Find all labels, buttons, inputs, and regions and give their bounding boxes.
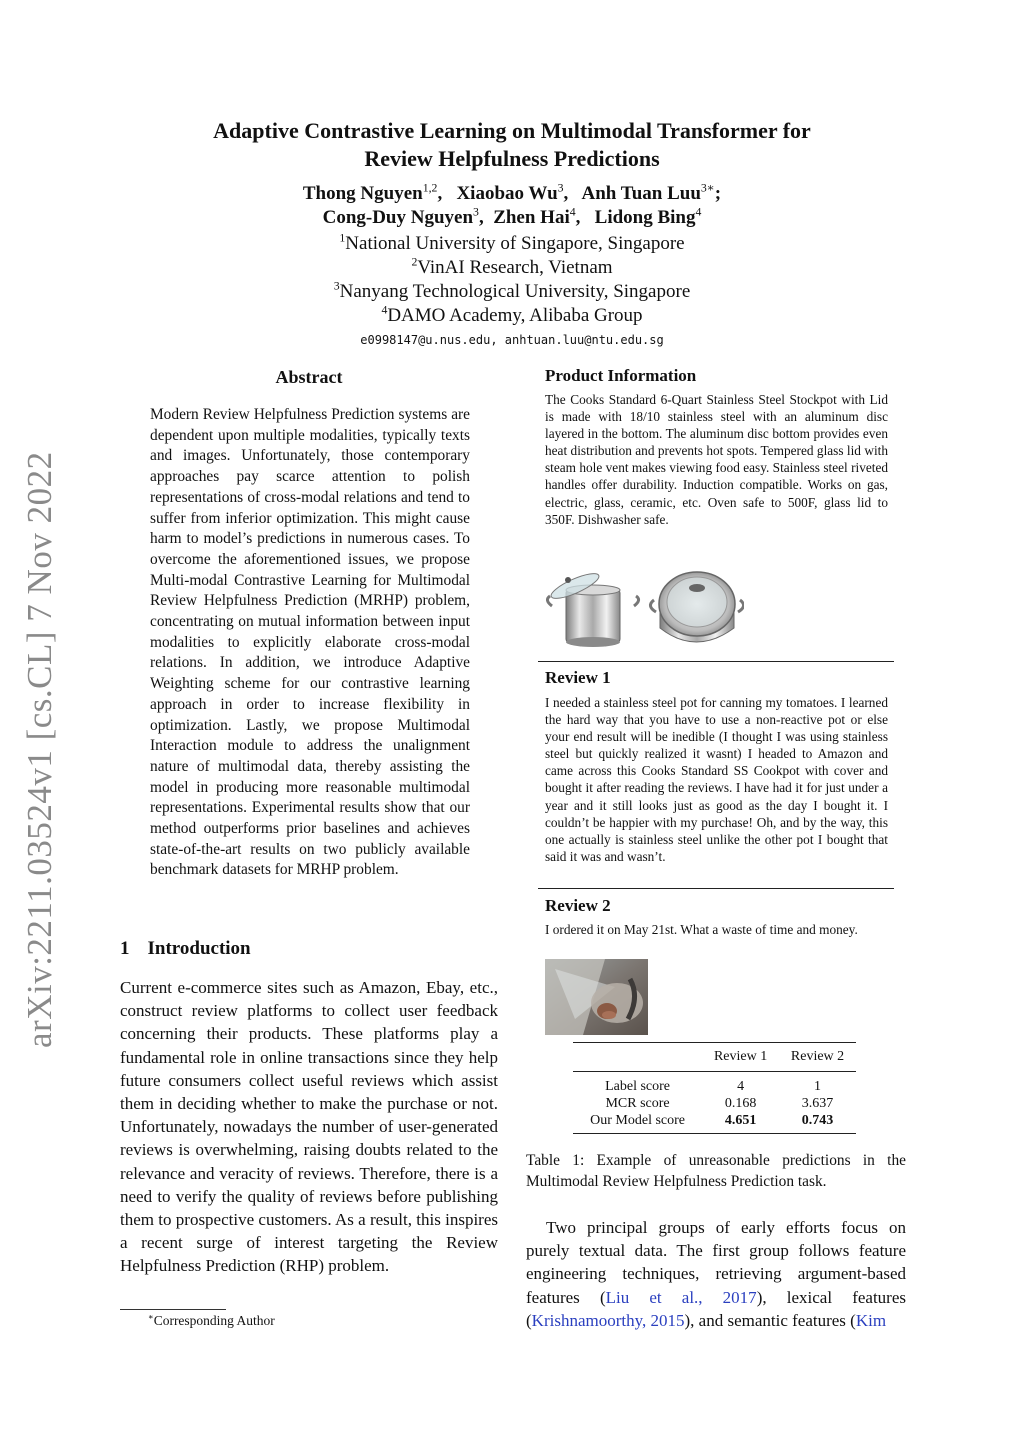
title-line-2: Review Helpfulness Predictions xyxy=(364,146,660,171)
author-name: Xiaobao Wu xyxy=(456,183,558,204)
table-caption: Table 1: Example of unreasonable predictions in the Multimodal Review Helpfulness Prediction task. xyxy=(526,1152,906,1190)
affiliation xyxy=(0,256,1024,280)
affiliation-text: National University of Singapore, Singapore xyxy=(345,233,685,254)
footnote-text: Corresponding Author xyxy=(153,1313,275,1328)
introduction-body: Current e-commerce sites such as Amazon, Ebay, etc., construct review platforms to collect user feedback concerning their products. These platforms play a fundamental role in online transactions since they help future consumers collect useful reviews which assist them in deciding whether to make the purchase or not. Unfortunately, nowadays the number of user-generated reviews is overwhelming, raising doubts related to the relevance and veracity of reviews. Therefore, there is a need to verify the quality of reviews before publishing them to prospective customers. As a result, this inspires a recent surge of interest targeting the Review Helpfulness Prediction (RHP) problem. xyxy=(120,978,498,1276)
affiliation-text: Nanyang Technological University, Singapore xyxy=(339,281,691,302)
table-row-label: Label score xyxy=(605,1079,671,1094)
footnote-divider xyxy=(120,1309,226,1310)
affiliation xyxy=(0,280,1024,304)
body-text: ), lexical features ( xyxy=(526,1287,906,1330)
paper-title xyxy=(0,117,1024,173)
table-header-cell xyxy=(573,1043,702,1072)
pot-top-view xyxy=(650,572,743,642)
table-cell: 3.637 xyxy=(801,1096,834,1111)
affiliation-text: VinAI Research, Vietnam xyxy=(417,257,613,278)
arxiv-identifier: arXiv:2211.03524v1 [cs.CL] 7 Nov 2022 xyxy=(20,451,59,1048)
table-cell: 0.743 xyxy=(801,1113,834,1128)
abstract-heading: Abstract xyxy=(275,367,343,387)
section-heading-introduction xyxy=(120,938,251,960)
author-separator: , xyxy=(478,207,489,228)
product-info-heading: Product Information xyxy=(545,366,697,385)
author-affil-mark: 1,2 xyxy=(422,181,438,195)
section-number: 1 xyxy=(120,938,130,959)
author-name: Thong Nguyen xyxy=(302,183,423,204)
author-name: Lidong Bing xyxy=(594,207,696,228)
author-line-1 xyxy=(0,182,1024,206)
body-text: ), and semantic features ( xyxy=(684,1310,856,1330)
author-affil-mark: 3∗ xyxy=(700,181,715,195)
title-line-1: Adaptive Contrastive Learning on Multimodal Transformer for xyxy=(213,118,811,143)
author-separator: , xyxy=(563,183,578,204)
review-2-photo xyxy=(545,959,648,1035)
affiliation-text: DAMO Academy, Alibaba Group xyxy=(387,305,643,326)
stockpot-image xyxy=(544,566,744,650)
figure-divider xyxy=(538,661,894,662)
table-row-label: Our Model score xyxy=(590,1113,686,1128)
affiliation-list xyxy=(0,232,1024,328)
footnote-mark: ∗ xyxy=(148,1312,154,1322)
author-affil-mark: 3 xyxy=(557,181,564,195)
table-cell: 0.168 xyxy=(724,1096,757,1111)
author-affil-mark: 3 xyxy=(473,205,479,219)
table-row xyxy=(573,1072,856,1096)
author-name: Cong-Duy Nguyen xyxy=(322,207,474,228)
figure-divider xyxy=(538,888,894,889)
author-separator: , xyxy=(437,183,452,204)
citation-link[interactable]: Liu et al., 2017 xyxy=(605,1287,757,1307)
affiliation-mark: 1 xyxy=(339,231,346,245)
review-1-heading: Review 1 xyxy=(545,668,611,687)
affiliation-mark: 4 xyxy=(381,303,388,317)
affiliation-mark: 3 xyxy=(333,279,340,293)
author-emails: e0998147@u.nus.edu, anhtuan.luu@ntu.edu.sg xyxy=(360,333,664,347)
author-separator: , xyxy=(575,207,590,228)
table-row-label: MCR score xyxy=(605,1096,670,1111)
table-cell: 4.651 xyxy=(724,1113,757,1128)
table-header-row xyxy=(573,1043,856,1072)
author-name: Anh Tuan Luu xyxy=(581,183,701,204)
table-cell: 1 xyxy=(814,1079,822,1094)
table-row xyxy=(573,1095,856,1112)
author-list xyxy=(0,182,1024,230)
right-column-body xyxy=(526,1216,906,1332)
review-1-text: I needed a stainless steel pot for canning my tomatoes. I learned the hard way that you have to use a non-reactive pot or else your end result will be inedible (I thought I was using stainless steel but quickly realized it wasnt) I headed to Amazon and came across this Cooks Standard SS Cookpot with cover and bought it after reading the reviews. I have had it for just under a year and it still looks just as good as the day I bought it. I couldn’t be happier with my purchase! Oh, and by the way, this one actually is stainless steel unlike the other pot I bought that said it was and wasn’t. xyxy=(545,695,888,864)
body-text: Two principal groups of early efforts focus on purely textual data. The first group follows feature engineering techniques, retrieving argument-based features ( xyxy=(526,1218,906,1307)
pot-with-lid-aside xyxy=(547,569,638,647)
abstract-body: Modern Review Helpfulness Prediction systems are dependent upon multiple modalities, typically texts and images. Unfortunately, those contemporary approaches pay scarce attention to polish representations of cross-modal relations and tend to suffer from inferior optimization. This might cause harm to model’s predictions in numerous cases. To overcome the aforementioned issues, we propose Multi-modal Contrastive Learning for Multimodal Review Helpfulness Prediction (MRHP) problem, concentrating on mutual information between input modalities to explicitly elaborate cross-modal relations. In addition, we introduce Adaptive Weighting scheme for our contrastive learning approach in order to increase flexibility in optimization. Lastly, we propose Multimodal Interaction module to address the unalignment nature of multimodal data, thereby assisting the model in producing more reasonable multimodal representations. Experimental results show that our method outperforms prior baselines and achieves state-of-the-art results on two publicly available benchmark datasets for MRHP problem. xyxy=(150,406,470,879)
product-info-text: The Cooks Standard 6-Quart Stainless Steel Stockpot with Lid is made with 18/10 stainless steel with an aluminum disc layered in the bottom. The aluminum disc bottom provides even heat distribution and prevents hot spots. Tempered glass lid with steam hole vent makes viewing food easy. Stainless steel riveted handles offer durability. Induction compatible. Works on gas, electric, glass, ceramic, etc. Oven safe to 500F, glass lid to 350F. Dishwasher safe. xyxy=(545,392,888,527)
author-affil-mark: 4 xyxy=(695,205,702,219)
citation-link[interactable]: Krishnamoorthy, 2015 xyxy=(531,1310,685,1330)
results-table xyxy=(573,1042,856,1134)
citation-link[interactable]: Kim xyxy=(855,1310,887,1330)
review-2-text: I ordered it on May 21st. What a waste of time and money. xyxy=(545,922,858,937)
table-header-cell: Review 1 xyxy=(713,1049,768,1064)
table-cell: 4 xyxy=(737,1079,745,1094)
review-2-heading: Review 2 xyxy=(545,896,611,915)
section-title: Introduction xyxy=(147,938,251,959)
author-line-2 xyxy=(0,206,1024,230)
affiliation-mark: 2 xyxy=(411,255,418,269)
table-row xyxy=(573,1112,856,1134)
footnote xyxy=(148,1313,275,1329)
author-name: Zhen Hai xyxy=(493,207,570,228)
author-affil-mark: 4 xyxy=(569,205,576,219)
author-separator: ; xyxy=(714,183,722,204)
table-header-cell: Review 2 xyxy=(790,1049,845,1064)
affiliation xyxy=(0,304,1024,328)
affiliation xyxy=(0,232,1024,256)
